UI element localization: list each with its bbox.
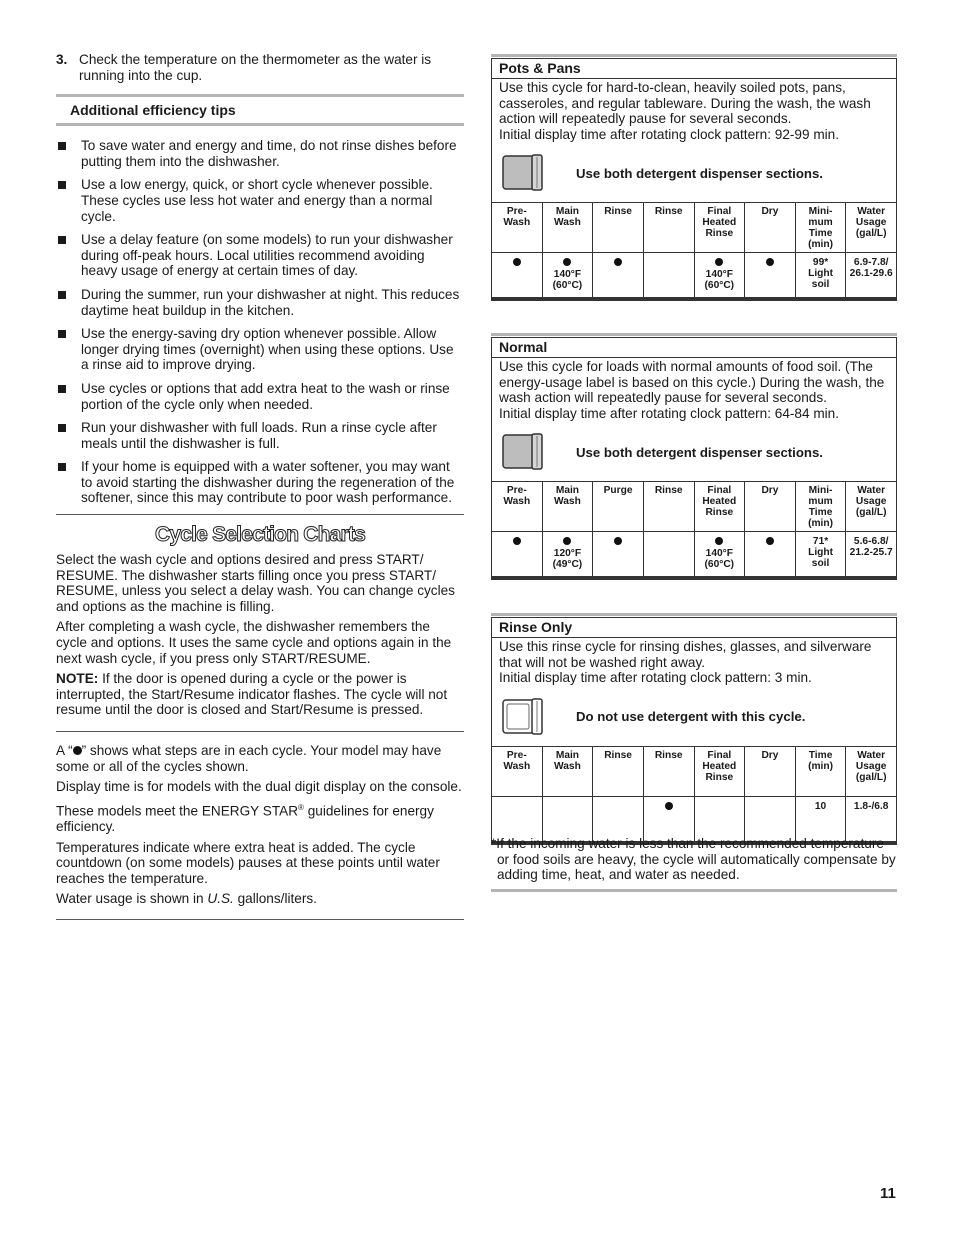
cycle-steps-table [491,202,897,298]
step-header-cell: Dry [745,203,796,253]
step-value-cell [643,253,694,298]
note-text: If the door is opened during a cycle or the power is interrupted, the Start/Resume indicator flashes. The cycle will not resume until the door is closed and Start/Resume is pressed. [56,671,448,718]
step-value-cell: 140°F (60°C) [694,532,745,577]
step-header-cell: Main Wash [542,482,593,532]
step-value-cell [745,253,796,298]
cycle-description [491,358,897,481]
square-bullet-icon [58,385,66,393]
tip-item [56,177,464,224]
legend-text-start: A “ [56,743,73,758]
note-paragraph [56,671,464,718]
cycle-normal [491,333,897,580]
step-header-cell: Rinse [643,746,694,796]
intro-paragraph-1: Select the wash cycle and options desired and press START/ RESUME. The dishwasher starts filling once you press START/ RESUME, unless you select a delay wash. You can change cycles and options as the machine is filling. [56,552,455,614]
step-value-cell [542,796,593,841]
step-header-cell: Purge [593,482,644,532]
detergent-row [499,686,890,746]
detergent-dispenser-empty-icon [502,698,544,736]
step-header-cell: Main Wash [542,746,593,796]
cycle-display-time: Initial display time after rotating clock pattern: 64-84 min. [499,405,840,421]
temperatures-paragraph: Temperatures indicate where extra heat is added. The cycle countdown (on some models) pauses at these points until water reaches the temperature. [56,839,440,886]
step-number: 3. [56,52,68,67]
step-value-cell [643,532,694,577]
tip-text: Use the energy-saving dry option whenever possible. Allow longer drying times (overnight) when using these options. Use a rinse aid to improve drying. [81,326,454,373]
step-header-cell: Final Heated Rinse [694,746,745,796]
step-value-cell [643,796,694,841]
step-header-cell: Rinse [593,746,644,796]
cycle-name: Normal [491,337,897,358]
tip-item [56,138,464,169]
step-value-cell [593,796,644,841]
step-value-cell: 5.6-6.8/ 21.2-25.7 [846,532,897,577]
step-dot-icon [766,258,774,266]
tip-item [56,381,464,412]
cycle-description [491,79,897,202]
cycle-desc-text: Use this cycle for loads with normal amounts of food soil. (The energy-usage label is based on this cycle.) During the wash, the wash action will repeatedly pause for several seconds. [499,359,885,406]
square-bullet-icon [58,181,66,189]
step-value-cell: 10 [795,796,846,841]
step-dot-icon [715,537,723,545]
square-bullet-icon [58,236,66,244]
step-value-cell [593,532,644,577]
steps-value-row [492,253,897,298]
cycle-steps-table [491,746,897,842]
step-value-cell [492,796,543,841]
square-bullet-icon [58,330,66,338]
step-header-cell: Final Heated Rinse [694,203,745,253]
display-time-paragraph: Display time is for models with the dual digit display on the console. [56,779,462,795]
cycle-display-time: Initial display time after rotating clock pattern: 92-99 min. [499,126,840,142]
step-dot-icon [73,746,82,755]
step-header-cell: Rinse [643,482,694,532]
steps-value-row [492,532,897,577]
step-dot-icon [563,258,571,266]
intro-paragraph-2: After completing a wash cycle, the dishwasher remembers the cycle and options. It uses the same cycle and options again in the next wash cycle, if you press only START/RESUME. [56,619,452,666]
water-text-end: gallons/liters. [233,891,317,907]
cycle-top-rule [491,613,897,616]
step-header-cell: Time (min) [795,746,846,796]
step-value-cell: 71* Light soil [795,532,846,577]
step-header-cell: Dry [745,482,796,532]
cycle-name: Rinse Only [491,617,897,638]
step-header-cell: Main Wash [542,203,593,253]
cycle-desc-text: Use this cycle for hard-to-clean, heavily soiled pots, pans, casseroles, and regular tableware. During the wash, the wash action will repeatedly pause for several seconds. [499,80,871,127]
step-dot-icon [766,537,774,545]
tip-text: During the summer, run your dishwasher at night. This reduces daytime heat buildup in the kitchen. [81,286,460,318]
square-bullet-icon [58,142,66,150]
step-header-cell: Water Usage (gal/L) [846,203,897,253]
step-dot-icon [563,537,571,545]
step-value-cell: 6.9-7.8/ 26.1-29.6 [846,253,897,298]
step-text: Check the temperature on the thermometer as the water is running into the cup. [79,52,432,83]
tip-text: Run your dishwasher with full loads. Run a rinse cycle after meals until the dishwasher is full. [81,420,437,451]
step-header-cell: Rinse [643,203,694,253]
step-dot-icon [614,537,622,545]
legend-paragraph [56,743,464,774]
tips-heading: Additional efficiency tips [56,94,464,126]
step-header-cell: Water Usage (gal/L) [846,746,897,796]
energy-star-paragraph [56,800,464,835]
step-header-cell: Dry [745,746,796,796]
step-3 [56,52,464,83]
square-bullet-icon [58,463,66,471]
steps-header-row [492,203,897,253]
step-header-cell: Pre- Wash [492,203,543,253]
tip-item [56,232,464,279]
cycle-top-rule [491,54,897,57]
cycle-rinse-only [491,613,897,845]
step-header-cell: Mini- mum Time (min) [795,482,846,532]
step-dot-icon [614,258,622,266]
cycle-bottom-rule [491,577,897,580]
step-header-cell: Final Heated Rinse [694,482,745,532]
square-bullet-icon [58,424,66,432]
detergent-dispenser-both-icon [502,154,544,192]
tip-item [56,420,464,451]
steps-value-row [492,796,897,841]
step-header-cell: Water Usage (gal/L) [846,482,897,532]
energy-star-text: These models meet the ENERGY STAR [56,803,299,819]
cycle-top-rule [491,333,897,336]
cycle-name: Pots & Pans [491,58,897,79]
tip-item [56,459,464,506]
cycle-desc-text: Use this rinse cycle for rinsing dishes, glasses, and silverware that will not be washed right away. [499,639,872,670]
step-header-cell: Pre- Wash [492,482,543,532]
step-value-cell [492,253,543,298]
step-value-cell: 1.8-/6.8 [846,796,897,841]
step-value-cell: 99* Light soil [795,253,846,298]
footnote-text: *If the incoming water is less than the recommended temperature or food soils are heavy, the cycle will automatically compensate by adding time, heat, and water as needed. [491,836,896,883]
tip-text: Use a delay feature (on some models) to run your dishwasher during off-peak hours. Local utilities recommend avoiding heavy usage of energy at certain times of day. [81,232,453,279]
legend-text-end: ” shows what steps are in each cycle. Your model may have some or all of the cycles shown. [56,743,442,774]
note-label: NOTE: [56,671,99,687]
detergent-instruction: Use both detergent dispenser sections. [576,165,823,181]
cycle-display-time: Initial display time after rotating clock pattern: 3 min. [499,670,812,686]
registered-mark: ® [298,802,304,812]
cycle-steps-table [491,481,897,577]
tip-item [56,287,464,318]
step-header-cell: Rinse [593,203,644,253]
detergent-instruction: Use both detergent dispenser sections. [576,444,823,460]
detergent-instruction: Do not use detergent with this cycle. [576,708,806,724]
tip-text: If your home is equipped with a water softener, you may want to avoid starting the dishwasher during the regeneration of the softener, since this may contribute to poor wash performance. [81,459,455,506]
step-value-cell: 140°F (60°C) [542,253,593,298]
tip-text: Use a low energy, quick, or short cycle whenever possible. These cycles use less hot water and energy than a normal cycle. [81,177,433,224]
section-title: Cycle Selection Charts [155,523,365,547]
cycle-pots-pans [491,54,897,301]
left-column [56,52,464,920]
footnote [491,836,897,892]
step-dot-icon [665,802,673,810]
step-header-cell: Pre- Wash [492,746,543,796]
water-units: U.S. [207,891,234,907]
step-value-cell [593,253,644,298]
divider [56,731,464,732]
step-value-cell: 140°F (60°C) [694,253,745,298]
divider [56,514,464,515]
step-dot-icon [513,537,521,545]
steps-header-row [492,482,897,532]
tips-list [56,138,464,506]
steps-header-row [492,746,897,796]
divider [56,919,464,920]
step-dot-icon [715,258,723,266]
step-value-cell [492,532,543,577]
step-value-cell [745,532,796,577]
detergent-row [499,421,890,481]
tip-text: To save water and energy and time, do not rinse dishes before putting them into the dishwasher. [81,138,457,169]
cycle-bottom-rule [491,298,897,301]
step-value-cell: 120°F (49°C) [542,532,593,577]
step-value-cell [745,796,796,841]
detergent-row [499,142,890,202]
step-header-cell: Mini- mum Time (min) [795,203,846,253]
energy-star-text-end: guidelines for energy efficiency. [56,803,434,834]
step-dot-icon [513,258,521,266]
water-text: Water usage is shown in [56,891,208,907]
tip-item [56,326,464,373]
cycle-description [491,638,897,746]
step-value-cell [694,796,745,841]
detergent-dispenser-both-icon [502,433,544,471]
water-usage-paragraph [56,891,464,907]
tip-text: Use cycles or options that add extra heat to the wash or rinse portion of the cycle only when needed. [81,380,450,412]
square-bullet-icon [58,291,66,299]
page-number: 11 [880,1185,896,1202]
